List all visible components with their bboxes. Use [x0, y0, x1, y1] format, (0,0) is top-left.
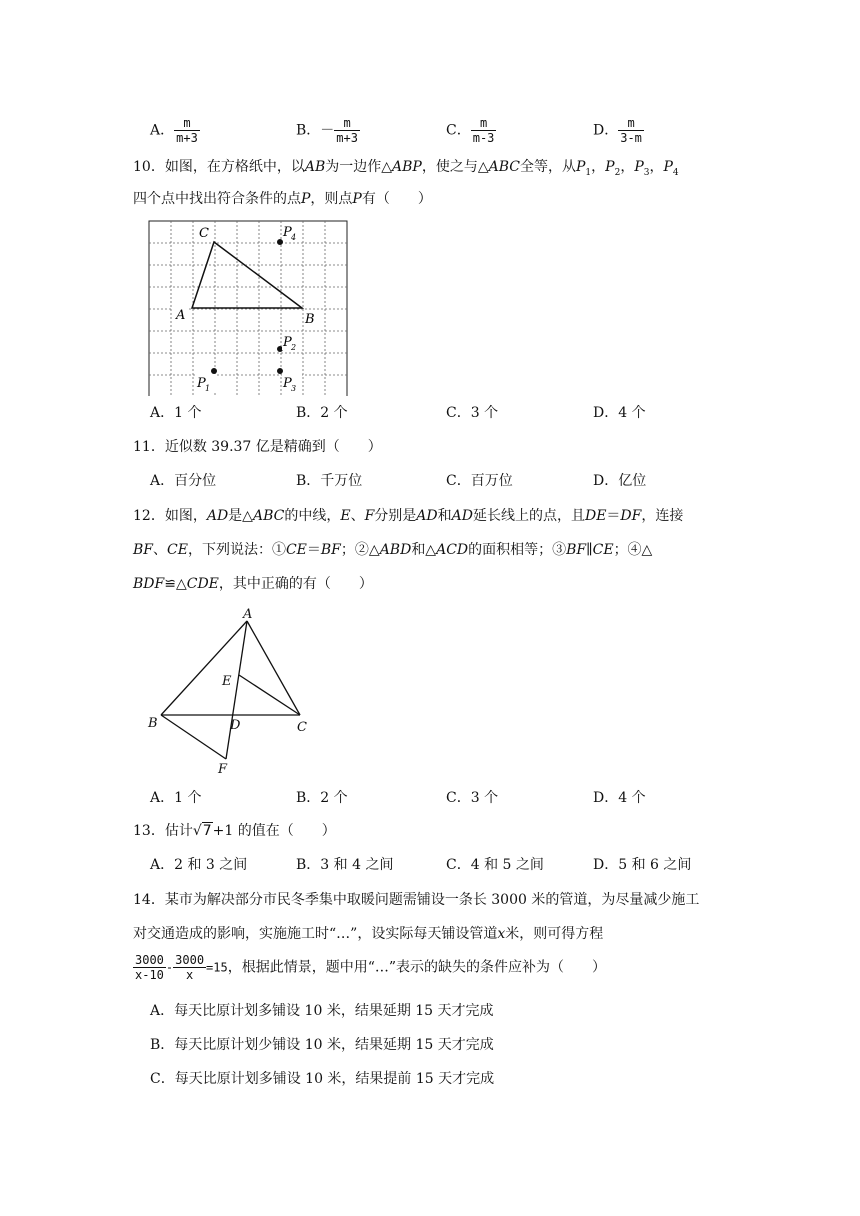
- q11-stem: 11．近似数 39.37 亿是精确到（ ）: [133, 439, 382, 455]
- label-p4-sub: 4: [291, 233, 297, 242]
- minus-sign: -: [165, 960, 174, 975]
- segment-ac: [247, 621, 300, 715]
- text: CE: [167, 542, 188, 558]
- text: P: [634, 159, 644, 175]
- text: P: [576, 159, 586, 175]
- text: 延长线上的点，且: [472, 508, 585, 524]
- option-letter: A．: [150, 122, 175, 139]
- q10-stem-line2: [133, 189, 432, 209]
- q14-stem-line2: [133, 924, 603, 944]
- text: CE: [285, 542, 307, 558]
- text: ，下列说法：①: [187, 542, 286, 558]
- q9-option-a: [150, 116, 200, 145]
- label-p2-sub: 2: [291, 343, 297, 352]
- q13-option-d: D．5 和 6 之间: [593, 857, 692, 873]
- label-b: B: [148, 716, 158, 731]
- segment-ab: [161, 621, 247, 715]
- point-p3: [277, 368, 283, 374]
- label-p1-sub: 1: [205, 384, 211, 393]
- text: x: [497, 926, 506, 942]
- label-d: D: [230, 718, 241, 733]
- numerator: m: [343, 116, 351, 130]
- label-p4: P: [283, 225, 292, 240]
- text: 的中线，: [284, 508, 341, 524]
- denominator: m+3: [336, 131, 358, 145]
- q13-option-b: B．3 和 4 之间: [296, 857, 394, 873]
- equation-rhs: =15: [206, 960, 228, 975]
- text: ；④△: [613, 542, 653, 558]
- label-b: B: [305, 312, 315, 327]
- text: 13．估计: [133, 823, 193, 839]
- text: ABD: [379, 542, 412, 558]
- text: AB: [304, 159, 326, 175]
- text: ABC: [488, 159, 520, 175]
- q14-option-c: C．每天比原计划多铺设 10 米，结果提前 15 天才完成: [150, 1071, 495, 1087]
- q10-stem-line1: 10．如图，在方格纸中，以AB为一边作△ABP，使之与△ABC全等，从$P_1$，$P_2$，$P_3$，$P_4$: [133, 159, 679, 178]
- text: 米，则可得方程: [505, 926, 604, 942]
- text: CDE: [186, 576, 219, 592]
- label-c: C: [297, 720, 307, 735]
- q11-option-d: D．亿位: [593, 473, 647, 489]
- text: 有（ ）: [361, 191, 432, 207]
- numerator: 3000: [135, 953, 164, 967]
- q12-stem-line3: [133, 574, 373, 594]
- text: ∥: [586, 542, 593, 558]
- label-p3: P: [283, 376, 292, 391]
- text: 10．如图，在方格纸中，以: [133, 159, 305, 175]
- q14-stem-line1: 14．某市为解决部分市民冬季集中取暖问题需铺设一条长 3000 米的管道，为尽量减少施工: [133, 892, 700, 908]
- denominator: x: [173, 967, 206, 982]
- text: CE: [592, 542, 614, 558]
- text: ，则点: [310, 191, 353, 207]
- numerator: m: [627, 116, 635, 130]
- text: BF: [320, 542, 341, 558]
- text: AD: [206, 508, 229, 524]
- text: +1 的值在（ ）: [212, 823, 336, 839]
- q9-option-d: [593, 116, 644, 145]
- q14-stem-line3: [133, 953, 606, 982]
- label-f: F: [218, 762, 228, 777]
- q13-stem: [133, 821, 336, 841]
- q11-option-b: B．千万位: [296, 473, 363, 489]
- text: ，其中正确的有（ ）: [218, 576, 373, 592]
- text: F: [364, 508, 375, 524]
- q10-grid-figure: [146, 218, 348, 396]
- q10-option-b: B．2 个: [296, 405, 348, 421]
- q12-option-b: B．2 个: [296, 790, 348, 806]
- denominator: x-10: [135, 968, 164, 982]
- q12-stem-line2: [133, 540, 652, 560]
- fraction: [334, 116, 360, 145]
- option-letter: C．: [446, 122, 471, 139]
- text: 、: [350, 508, 365, 524]
- point-p1: [211, 368, 217, 374]
- q12-option-d: D．4 个: [593, 790, 646, 806]
- text: 为一边作△: [325, 159, 393, 175]
- text: E: [340, 508, 351, 524]
- text: ，根据此情景，题中用“…”表示的缺失的条件应补为（ ）: [227, 959, 607, 976]
- text: 是△: [228, 508, 253, 524]
- q9-option-c: [446, 116, 496, 145]
- text: P: [605, 159, 615, 175]
- text: 、: [153, 542, 168, 558]
- label-a: A: [176, 308, 186, 323]
- text: 和: [437, 508, 452, 524]
- sqrt-symbol: √7: [192, 823, 212, 839]
- text: 全等，从: [520, 159, 576, 175]
- text: 分别是: [374, 508, 417, 524]
- text: ABC: [252, 508, 285, 524]
- text: DF: [620, 508, 642, 524]
- q12-triangle-figure: [140, 605, 320, 780]
- denominator: m+3: [176, 131, 198, 145]
- q11-option-c: C．百万位: [446, 473, 513, 489]
- text: 12．如图，: [133, 508, 207, 524]
- q13-option-c: C．4 和 5 之间: [446, 857, 544, 873]
- text: BF: [133, 542, 154, 558]
- q11-option-a: A．百分位: [150, 473, 217, 489]
- text: 的面积相等；③: [468, 542, 567, 558]
- label-e: E: [222, 674, 232, 689]
- text: ＝: [306, 542, 321, 558]
- option-letter: B．: [296, 122, 321, 139]
- text: ABP: [392, 159, 422, 175]
- fraction: [173, 953, 206, 982]
- segment-ec: [239, 675, 300, 715]
- q9-option-b: [296, 116, 360, 145]
- label-c: C: [199, 226, 209, 241]
- minus-sign: －: [320, 122, 335, 139]
- q10-option-d: D．4 个: [593, 405, 646, 421]
- q12-stem-line1: [133, 506, 683, 526]
- numerator: m: [183, 116, 191, 130]
- segment-bf: [161, 715, 226, 759]
- text: ≌△: [164, 576, 187, 592]
- fraction: [618, 116, 644, 145]
- text: BDF: [133, 576, 165, 592]
- triangle-abc: [192, 242, 302, 308]
- text: ACD: [436, 542, 469, 558]
- option-letter: D．: [593, 122, 619, 139]
- text: ；②△: [340, 542, 380, 558]
- text: BF: [566, 542, 587, 558]
- text: 对交通造成的影响，实施施工时“…”，设实际每天铺设管道: [133, 926, 498, 942]
- q10-option-c: C．3 个: [446, 405, 499, 421]
- denominator: 3-m: [620, 131, 642, 145]
- text: P: [663, 159, 673, 175]
- fraction: [174, 116, 200, 145]
- numerator: m: [479, 116, 488, 130]
- text: ，连接: [641, 508, 684, 524]
- fraction: [471, 116, 497, 145]
- label-p2: P: [283, 335, 292, 350]
- text: ，使之与△: [421, 159, 489, 175]
- text: 四个点中找出符合条件的点: [133, 191, 301, 207]
- q14-option-a: A．每天比原计划多铺设 10 米，结果延期 15 天才完成: [150, 1003, 494, 1019]
- text: ＝: [606, 508, 621, 524]
- numerator: 3000: [175, 953, 205, 967]
- text: P: [301, 191, 311, 207]
- text: DE: [584, 508, 607, 524]
- text: P: [352, 191, 362, 207]
- text: AD: [451, 508, 473, 524]
- q13-option-a: A．2 和 3 之间: [150, 857, 248, 873]
- radicand: 7: [202, 823, 212, 839]
- label-p1: P: [197, 376, 206, 391]
- q10-option-a: A．1 个: [150, 405, 202, 421]
- q14-option-b: B．每天比原计划少铺设 10 米，结果延期 15 天才完成: [150, 1037, 494, 1053]
- label-p3-sub: 3: [291, 384, 297, 393]
- label-a: A: [243, 607, 253, 622]
- denominator: m-3: [472, 131, 495, 145]
- segment-af: [226, 621, 247, 759]
- q12-option-c: C．3 个: [446, 790, 499, 806]
- fraction: [133, 953, 166, 982]
- q12-option-a: A．1 个: [150, 790, 202, 806]
- text: AD: [416, 508, 438, 524]
- text: 和△: [411, 542, 437, 558]
